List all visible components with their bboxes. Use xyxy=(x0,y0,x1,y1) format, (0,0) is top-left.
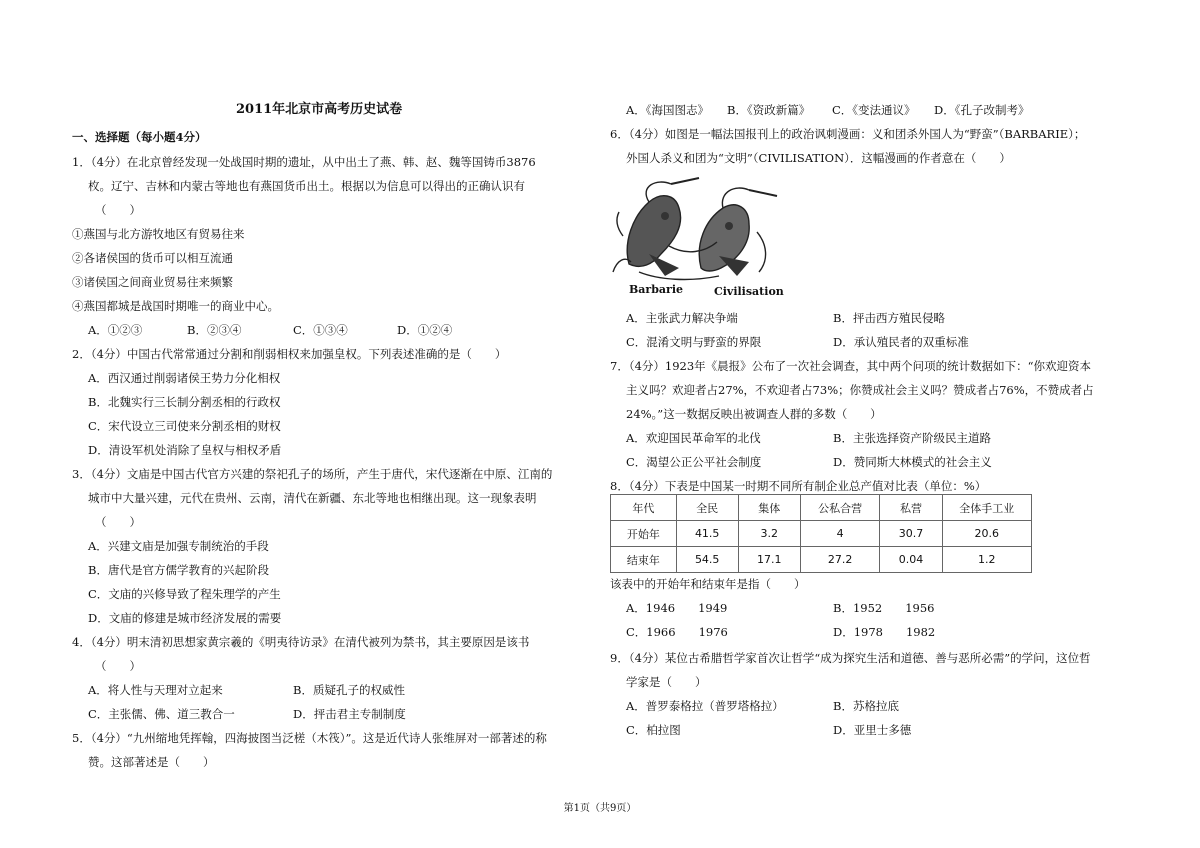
q7-option-d: D．赞同斯大林模式的社会主义 xyxy=(833,455,992,469)
table-cell: 4 xyxy=(800,521,880,547)
table-header-cell: 年代 xyxy=(611,495,677,521)
q7-line-2: 主义吗？欢迎者占27%，不欢迎者占73%；你赞成社会主义吗？赞成者占76%，不赞成者占 xyxy=(626,383,1094,397)
q7-option-c: C．渴望公正公平社会制度 xyxy=(626,455,762,469)
q6-option-d: D．承认殖民者的双重标准 xyxy=(833,335,969,349)
q4-option-b: B．质疑孔子的权威性 xyxy=(293,683,405,697)
table-cell: 17.1 xyxy=(738,547,800,573)
q6-line-2: 外国人杀义和团为“文明”（CIVILISATION）．这幅漫画的作者意在（ ） xyxy=(626,151,1011,165)
q3-option-d: D．文庙的修建是城市经济发展的需要 xyxy=(88,611,282,625)
table-cell: 0.04 xyxy=(880,547,942,573)
table-cell: 1.2 xyxy=(942,547,1031,573)
q3-option-c: C．文庙的兴修导致了程朱理学的产生 xyxy=(88,587,281,601)
table-header-cell: 集体 xyxy=(738,495,800,521)
q3-option-a: A．兴建文庙是加强专制统治的手段 xyxy=(88,539,269,553)
table-header-cell: 全民 xyxy=(676,495,738,521)
table-cell: 30.7 xyxy=(880,521,942,547)
q6-option-c: C．混淆文明与野蛮的界限 xyxy=(626,335,762,349)
table-header-cell: 全体手工业 xyxy=(942,495,1031,521)
q9-option-b: B．苏格拉底 xyxy=(833,699,899,713)
q1-statement-1: ①燕国与北方游牧地区有贸易往来 xyxy=(72,227,245,241)
q4-option-d: D．抨击君主专制制度 xyxy=(293,707,406,721)
q4-option-a: A．将人性与天理对立起来 xyxy=(88,683,223,697)
satirical-cartoon-image xyxy=(609,172,784,300)
q9-option-d: D．亚里士多德 xyxy=(833,723,912,737)
q1-line-3: （ ） xyxy=(95,203,141,217)
table-cell: 41.5 xyxy=(676,521,738,547)
q7-line-3: 24%。”这一数据反映出被调查人群的多数（ ） xyxy=(626,407,882,421)
cartoon-caption-barbarie: Barbarie xyxy=(629,283,684,296)
q3-option-b: B．唐代是官方儒学教育的兴起阶段 xyxy=(88,563,269,577)
q1-statement-3: ③诸侯国之间商业贸易往来频繁 xyxy=(72,275,233,289)
table-cell: 3.2 xyxy=(738,521,800,547)
q9-option-c: C．柏拉图 xyxy=(626,723,681,737)
q5-option-c: C．《变法通议》 xyxy=(832,103,916,117)
table-row xyxy=(611,547,1032,573)
q2-option-b: B．北魏实行三长制分割丞相的行政权 xyxy=(88,395,281,409)
q1-line-2: 枚。辽宁、吉林和内蒙古等地也有燕国货币出土。根据以为信息可以得出的正确认识有 xyxy=(88,179,525,193)
exam-title: 2011年北京市高考历史试卷 xyxy=(236,102,403,117)
page-footer: 第1页（共9页） xyxy=(563,803,637,814)
q8-stem: 8．（4分）下表是中国某一时期不同所有制企业总产值对比表（单位：%） xyxy=(610,479,987,493)
q9-line-1: 9．（4分）某位古希腊哲学家首次让哲学“成为探究生活和道德、善与恶所必需”的学问，这位哲 xyxy=(610,651,1091,665)
table-header-cell: 公私合营 xyxy=(800,495,880,521)
q1-statement-4: ④燕国都城是战国时期唯一的商业中心。 xyxy=(72,299,279,313)
table-cell: 27.2 xyxy=(800,547,880,573)
table-cell: 结束年 xyxy=(611,547,677,573)
q7-option-a: A．欢迎国民革命军的北伐 xyxy=(626,431,761,445)
q5-line-1: 5．（4分）“九州缩地凭挥翰，四海披图当泛槎（木筏）”。这是近代诗人张维屏对一部著述的称 xyxy=(72,731,547,745)
q8-option-c: C．1966 1976 xyxy=(626,625,728,639)
q9-option-a: A．普罗泰格拉（普罗塔格拉） xyxy=(626,699,784,713)
table-header-cell: 私营 xyxy=(880,495,942,521)
q8-option-d: D．1978 1982 xyxy=(833,625,936,639)
q8-option-b: B．1952 1956 xyxy=(833,601,935,615)
q1-option-d: D．①②④ xyxy=(397,323,453,337)
q6-option-a: A．主张武力解决争端 xyxy=(626,311,738,325)
table-cell: 20.6 xyxy=(942,521,1031,547)
q6-option-b: B．抨击西方殖民侵略 xyxy=(833,311,945,325)
q3-line-3: （ ） xyxy=(95,515,141,529)
q2-option-c: C．宋代设立三司使来分割丞相的财权 xyxy=(88,419,281,433)
q2-option-d: D．清设军机处消除了皇权与相权矛盾 xyxy=(88,443,282,457)
q1-line-1: 1．（4分）在北京曾经发现一处战国时期的遗址，从中出土了燕、韩、赵、魏等国铸币3876 xyxy=(72,155,536,169)
table-row xyxy=(611,521,1032,547)
q5-option-a: A．《海国图志》 xyxy=(626,103,710,117)
q9-line-2: 学家是（ ） xyxy=(626,675,707,689)
cartoon-caption-civilisation: Civilisation xyxy=(714,285,784,298)
q5-line-2: 赞。这部著述是（ ） xyxy=(88,755,215,769)
q1-option-b: B．②③④ xyxy=(187,323,242,337)
q3-line-1: 3．（4分）文庙是中国古代官方兴建的祭祀孔子的场所，产生于唐代，宋代逐渐在中原、江南的 xyxy=(72,467,553,481)
q7-option-b: B．主张选择资产阶级民主道路 xyxy=(833,431,991,445)
q8-data-table xyxy=(610,494,1032,573)
q1-statement-2: ②各诸侯国的货币可以相互流通 xyxy=(72,251,233,265)
q4-line-2: （ ） xyxy=(95,659,141,673)
q3-line-2: 城市中大量兴建，元代在贵州、云南，清代在新疆、东北等地也相继出现。这一现象表明 xyxy=(88,491,537,505)
q4-line-1: 4．（4分）明末清初思想家黄宗羲的《明夷待访录》在清代被列为禁书，其主要原因是该书 xyxy=(72,635,530,649)
table-cell: 54.5 xyxy=(676,547,738,573)
q6-line-1: 6．（4分）如图是一幅法国报刊上的政治讽刺漫画：义和团杀外国人为“野蛮”（BARBARIE）； xyxy=(610,127,1086,141)
q1-option-c: C．①③④ xyxy=(293,323,348,337)
q7-line-1: 7．（4分）1923年《晨报》公布了一次社会调查，其中两个问项的统计数据如下：“你欢迎资本 xyxy=(610,359,1092,373)
q2-option-a: A．西汉通过削弱诸侯王势力分化相权 xyxy=(88,371,281,385)
table-cell: 开始年 xyxy=(611,521,677,547)
q5-option-b: B．《资政新篇》 xyxy=(727,103,811,117)
q8-option-a: A．1946 1949 xyxy=(626,601,728,615)
table-header-row xyxy=(611,495,1032,521)
q2-stem: 2．（4分）中国古代常常通过分割和削弱相权来加强皇权。下列表述准确的是（ ） xyxy=(72,347,507,361)
section-heading: 一、选择题（每小题4分） xyxy=(72,130,207,144)
q1-option-a: A．①②③ xyxy=(88,323,143,337)
q5-option-d: D．《孔子改制考》 xyxy=(934,103,1030,117)
q4-option-c: C．主张儒、佛、道三教合一 xyxy=(88,707,235,721)
q8-question: 该表中的开始年和结束年是指（ ） xyxy=(610,577,806,591)
